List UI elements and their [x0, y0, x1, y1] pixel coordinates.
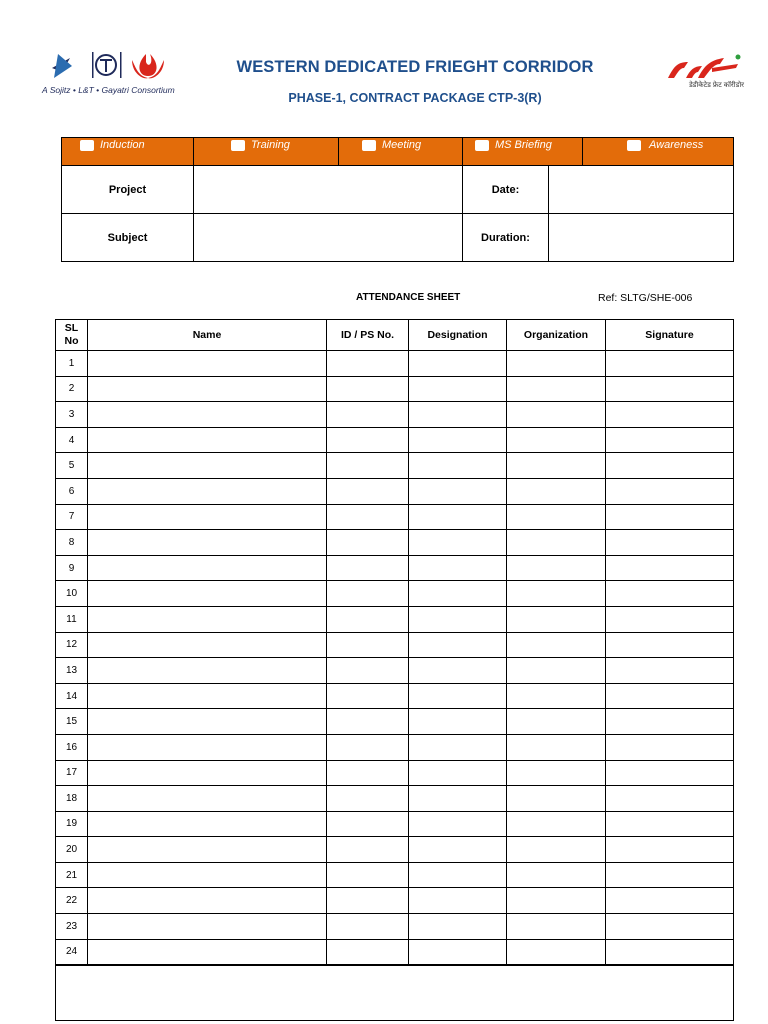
- sl-no-cell: 4: [56, 427, 88, 453]
- table-row: [56, 939, 734, 965]
- type-option-training[interactable]: [194, 138, 339, 166]
- type-option-meeting[interactable]: [339, 138, 463, 166]
- name-cell[interactable]: [88, 504, 327, 530]
- id-cell[interactable]: [327, 402, 409, 428]
- sl-no-cell: 16: [56, 734, 88, 760]
- designation-cell[interactable]: [409, 478, 507, 504]
- consortium-logo: [42, 48, 175, 100]
- id-cell[interactable]: [327, 811, 409, 837]
- name-cell[interactable]: [88, 658, 327, 684]
- name-cell[interactable]: [88, 453, 327, 479]
- id-cell[interactable]: [327, 530, 409, 556]
- designation-cell[interactable]: [409, 606, 507, 632]
- table-row: [56, 683, 734, 709]
- designation-cell[interactable]: [409, 530, 507, 556]
- organization-cell[interactable]: [507, 453, 606, 479]
- sl-no-cell: 21: [56, 862, 88, 888]
- name-cell[interactable]: [88, 709, 327, 735]
- type-label-training: Training: [251, 139, 290, 151]
- date-label: Date:: [463, 166, 549, 214]
- type-label-meeting: Meeting: [382, 139, 422, 151]
- sl-no-cell: 13: [56, 658, 88, 684]
- name-cell[interactable]: [88, 632, 327, 658]
- sl-no-cell: 2: [56, 376, 88, 402]
- organization-cell[interactable]: [507, 504, 606, 530]
- header-signature: Signature: [606, 320, 734, 351]
- table-row: [56, 786, 734, 812]
- id-cell[interactable]: [327, 453, 409, 479]
- header-id: ID / PS No.: [327, 320, 409, 351]
- table-row: [56, 914, 734, 940]
- sl-no-cell: 8: [56, 530, 88, 556]
- signature-cell[interactable]: [606, 376, 734, 402]
- organization-cell[interactable]: [507, 914, 606, 940]
- signature-cell[interactable]: [606, 504, 734, 530]
- table-header-row: [56, 320, 734, 351]
- sl-no-cell: 23: [56, 914, 88, 940]
- table-row: [56, 555, 734, 581]
- id-cell[interactable]: [327, 837, 409, 863]
- name-cell[interactable]: [88, 478, 327, 504]
- name-cell[interactable]: [88, 837, 327, 863]
- id-cell[interactable]: [327, 683, 409, 709]
- duration-label: Duration:: [463, 214, 549, 262]
- id-cell[interactable]: [327, 709, 409, 735]
- designation-cell[interactable]: [409, 351, 507, 377]
- dfc-logo-hindi-text: डेडीकेटेड फ्रेट कॉरीडोर: [688, 82, 744, 89]
- table-row: [56, 658, 734, 684]
- designation-cell[interactable]: [409, 888, 507, 914]
- designation-cell[interactable]: [409, 760, 507, 786]
- name-cell[interactable]: [88, 683, 327, 709]
- date-field[interactable]: [549, 166, 734, 214]
- table-row: [56, 427, 734, 453]
- sl-no-cell: 1: [56, 351, 88, 377]
- designation-cell[interactable]: [409, 683, 507, 709]
- sl-no-cell: 11: [56, 606, 88, 632]
- name-cell[interactable]: [88, 351, 327, 377]
- id-cell[interactable]: [327, 581, 409, 607]
- designation-cell[interactable]: [409, 786, 507, 812]
- type-option-ms-briefing[interactable]: [463, 138, 583, 166]
- header-organization: Organization: [507, 320, 606, 351]
- table-row: [56, 453, 734, 479]
- table-row: [56, 530, 734, 556]
- id-cell[interactable]: [327, 786, 409, 812]
- type-label-ms-briefing: MS Briefing: [495, 139, 552, 151]
- sl-no-cell: 15: [56, 709, 88, 735]
- name-cell[interactable]: [88, 888, 327, 914]
- table-row: [56, 837, 734, 863]
- signature-cell[interactable]: [606, 786, 734, 812]
- header-designation: Designation: [409, 320, 507, 351]
- id-cell[interactable]: [327, 376, 409, 402]
- organization-cell[interactable]: [507, 862, 606, 888]
- organization-cell[interactable]: [507, 734, 606, 760]
- sl-no-cell: 20: [56, 837, 88, 863]
- organization-cell[interactable]: [507, 581, 606, 607]
- name-cell[interactable]: [88, 555, 327, 581]
- signature-cell[interactable]: [606, 658, 734, 684]
- name-cell[interactable]: [88, 402, 327, 428]
- name-cell[interactable]: [88, 811, 327, 837]
- project-label: Project: [62, 166, 194, 214]
- training-checkbox[interactable]: [231, 140, 245, 151]
- organization-cell[interactable]: [507, 709, 606, 735]
- signature-cell[interactable]: [606, 530, 734, 556]
- sl-no-cell: 14: [56, 683, 88, 709]
- name-cell[interactable]: [88, 786, 327, 812]
- sl-no-cell: 6: [56, 478, 88, 504]
- table-row: [56, 734, 734, 760]
- signature-cell[interactable]: [606, 453, 734, 479]
- table-row: [56, 632, 734, 658]
- signature-cell[interactable]: [606, 632, 734, 658]
- designation-cell[interactable]: [409, 862, 507, 888]
- designation-cell[interactable]: [409, 427, 507, 453]
- signature-cell[interactable]: [606, 427, 734, 453]
- table-row: [56, 709, 734, 735]
- table-row: [56, 606, 734, 632]
- organization-cell[interactable]: [507, 376, 606, 402]
- id-cell[interactable]: [327, 760, 409, 786]
- type-option-awareness[interactable]: [583, 138, 734, 166]
- name-cell[interactable]: [88, 914, 327, 940]
- subject-field[interactable]: [194, 214, 463, 262]
- signature-cell[interactable]: [606, 811, 734, 837]
- designation-cell[interactable]: [409, 504, 507, 530]
- table-row: [56, 402, 734, 428]
- signature-cell[interactable]: [606, 683, 734, 709]
- organization-cell[interactable]: [507, 632, 606, 658]
- organization-cell[interactable]: [507, 760, 606, 786]
- designation-cell[interactable]: [409, 632, 507, 658]
- organization-cell[interactable]: [507, 658, 606, 684]
- id-cell[interactable]: [327, 862, 409, 888]
- designation-cell[interactable]: [409, 453, 507, 479]
- meeting-checkbox[interactable]: [362, 140, 376, 151]
- id-cell[interactable]: [327, 504, 409, 530]
- table-row: [56, 376, 734, 402]
- designation-cell[interactable]: [409, 581, 507, 607]
- sl-no-cell: 19: [56, 811, 88, 837]
- signature-cell[interactable]: [606, 734, 734, 760]
- signature-cell[interactable]: [606, 862, 734, 888]
- signature-cell[interactable]: [606, 402, 734, 428]
- id-cell[interactable]: [327, 427, 409, 453]
- project-field[interactable]: [194, 166, 463, 214]
- organization-cell[interactable]: [507, 811, 606, 837]
- document-subtitle: PHASE-1, CONTRACT PACKAGE CTP-3(R): [288, 91, 542, 105]
- name-cell[interactable]: [88, 581, 327, 607]
- id-cell[interactable]: [327, 658, 409, 684]
- signature-cell[interactable]: [606, 709, 734, 735]
- designation-cell[interactable]: [409, 811, 507, 837]
- id-cell[interactable]: [327, 351, 409, 377]
- document-title: WESTERN DEDICATED FRIEGHT CORRIDOR: [236, 58, 594, 76]
- type-label-induction: Induction: [100, 139, 145, 151]
- designation-cell[interactable]: [409, 402, 507, 428]
- table-row: [56, 581, 734, 607]
- signature-cell[interactable]: [606, 939, 734, 965]
- organization-cell[interactable]: [507, 888, 606, 914]
- awareness-checkbox[interactable]: [627, 140, 641, 151]
- name-cell[interactable]: [88, 606, 327, 632]
- table-row: [56, 478, 734, 504]
- signature-cell[interactable]: [606, 837, 734, 863]
- organization-cell[interactable]: [507, 530, 606, 556]
- table-row: [56, 760, 734, 786]
- signature-cell[interactable]: [606, 914, 734, 940]
- sl-no-cell: 12: [56, 632, 88, 658]
- designation-cell[interactable]: [409, 914, 507, 940]
- name-cell[interactable]: [88, 734, 327, 760]
- header-name: Name: [88, 320, 327, 351]
- designation-cell[interactable]: [409, 837, 507, 863]
- session-info-box: [61, 137, 733, 260]
- signature-cell[interactable]: [606, 760, 734, 786]
- designation-cell[interactable]: [409, 734, 507, 760]
- table-row: [56, 504, 734, 530]
- signature-cell[interactable]: [606, 888, 734, 914]
- type-label-awareness: Awareness: [649, 139, 704, 151]
- signature-cell[interactable]: [606, 351, 734, 377]
- signature-cell[interactable]: [606, 555, 734, 581]
- organization-cell[interactable]: [507, 683, 606, 709]
- ms-briefing-checkbox[interactable]: [475, 140, 489, 151]
- name-cell[interactable]: [88, 862, 327, 888]
- sl-no-cell: 18: [56, 786, 88, 812]
- type-option-induction[interactable]: [62, 138, 194, 166]
- signature-cell[interactable]: [606, 581, 734, 607]
- sl-no-cell: 7: [56, 504, 88, 530]
- designation-cell[interactable]: [409, 376, 507, 402]
- organization-cell[interactable]: [507, 555, 606, 581]
- organization-cell[interactable]: [507, 351, 606, 377]
- id-cell[interactable]: [327, 478, 409, 504]
- sl-no-cell: 22: [56, 888, 88, 914]
- organization-cell[interactable]: [507, 786, 606, 812]
- name-cell[interactable]: [88, 760, 327, 786]
- organization-cell[interactable]: [507, 837, 606, 863]
- sl-no-cell: 17: [56, 760, 88, 786]
- id-cell[interactable]: [327, 555, 409, 581]
- id-cell[interactable]: [327, 914, 409, 940]
- organization-cell[interactable]: [507, 478, 606, 504]
- table-row: [56, 811, 734, 837]
- id-cell[interactable]: [327, 734, 409, 760]
- attendance-sheet-title: ATTENDANCE SHEET: [356, 292, 461, 303]
- header-sl-no: SL No: [56, 320, 88, 351]
- id-cell[interactable]: [327, 632, 409, 658]
- designation-cell[interactable]: [409, 555, 507, 581]
- dfc-logo: [664, 52, 744, 96]
- sl-no-cell: 5: [56, 453, 88, 479]
- name-cell[interactable]: [88, 939, 327, 965]
- signature-cell[interactable]: [606, 478, 734, 504]
- table-row: [56, 862, 734, 888]
- designation-cell[interactable]: [409, 709, 507, 735]
- sl-no-cell: 10: [56, 581, 88, 607]
- sl-no-cell: 3: [56, 402, 88, 428]
- id-cell[interactable]: [327, 939, 409, 965]
- name-cell[interactable]: [88, 530, 327, 556]
- organization-cell[interactable]: [507, 402, 606, 428]
- designation-cell[interactable]: [409, 658, 507, 684]
- duration-field[interactable]: [549, 214, 734, 262]
- consortium-tagline: A Sojitz • L&T • Gayatri Consortium: [42, 85, 175, 95]
- id-cell[interactable]: [327, 606, 409, 632]
- induction-checkbox[interactable]: [80, 140, 94, 151]
- reference-number: Ref: SLTG/SHE-006: [598, 292, 693, 304]
- remarks-box[interactable]: [55, 965, 734, 1021]
- sl-no-cell: 24: [56, 939, 88, 965]
- id-cell[interactable]: [327, 888, 409, 914]
- subject-label: Subject: [62, 214, 194, 262]
- signature-cell[interactable]: [606, 606, 734, 632]
- sl-no-cell: 9: [56, 555, 88, 581]
- name-cell[interactable]: [88, 376, 327, 402]
- table-row: [56, 351, 734, 377]
- organization-cell[interactable]: [507, 606, 606, 632]
- designation-cell[interactable]: [409, 939, 507, 965]
- organization-cell[interactable]: [507, 427, 606, 453]
- attendance-table: [55, 319, 733, 965]
- organization-cell[interactable]: [507, 939, 606, 965]
- table-row: [56, 888, 734, 914]
- name-cell[interactable]: [88, 427, 327, 453]
